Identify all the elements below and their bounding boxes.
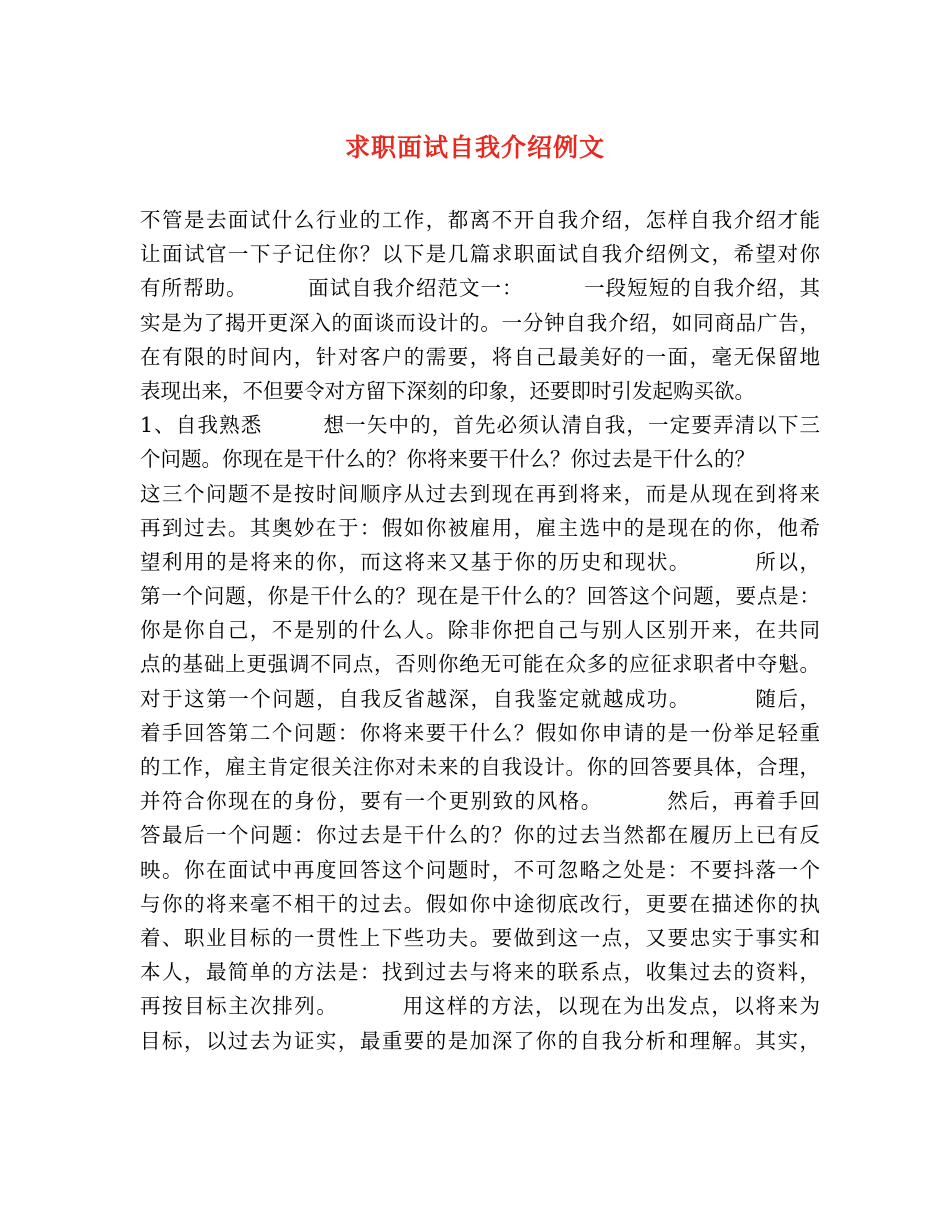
paragraph-line: 这三个问题不是按时间顺序从过去到现在再到将来，而是从现在到将来	[140, 481, 820, 506]
paragraph-line: 映。你在面试中再度回答这个问题时，不可忽略之处是：不要抖落一个	[140, 857, 820, 882]
paragraph-line: 表现出来，不但要令对方留下深刻的印象，还要即时引发起购买欲。	[140, 378, 755, 403]
document-body	[140, 203, 820, 1058]
paragraph-line: 你是你自己，不是别的什么人。除非你把自己与别人区别开来，在共同	[140, 618, 820, 643]
paragraph-line: 在有限的时间内，针对客户的需要，将自己最美好的一面，毫无保留地	[140, 344, 820, 369]
paragraph-line: 让面试官一下子记住你？以下是几篇求职面试自我介绍例文，希望对你	[140, 242, 820, 267]
paragraph-line: 着手回答第二个问题：你将来要干什么？假如你申请的是一份举足轻重	[140, 720, 820, 745]
paragraph-line: 目标，以过去为证实，最重要的是加深了你的自我分析和理解。其实，	[140, 1028, 820, 1053]
paragraph-line: 不管是去面试什么行业的工作，都离不开自我介绍，怎样自我介绍才能	[140, 208, 820, 232]
paragraph-line: 答最后一个问题：你过去是干什么的？你的过去当然都在履历上已有反	[140, 823, 820, 848]
paragraph-line: 望利用的是将来的你，而这将来又基于你的历史和现状。 所以，	[140, 549, 820, 574]
paragraph-line: 并符合你现在的身份，要有一个更别致的风格。 然后，再着手回	[140, 789, 820, 814]
paragraph-line: 第一个问题，你是干什么的？现在是干什么的？回答这个问题，要点是：	[140, 584, 820, 609]
paragraph-line: 1、自我熟悉 想一矢中的，首先必须认清自我，一定要弄清以下三	[140, 413, 820, 438]
paragraph-line: 的工作，雇主肯定很关注你对未来的自我设计。你的回答要具体，合理，	[140, 755, 820, 779]
paragraph-line: 实是为了揭开更深入的面谈而设计的。一分钟自我介绍，如同商品广告，	[140, 310, 820, 335]
paragraph-line: 再到过去。其奥妙在于：假如你被雇用，雇主选中的是现在的你，他希	[140, 515, 820, 540]
paragraph-line: 本人，最简单的方法是：找到过去与将来的联系点，收集过去的资料，	[140, 960, 820, 985]
paragraph-line: 再按目标主次排列。 用这样的方法，以现在为出发点，以将来为	[140, 994, 820, 1019]
document-title: 求职面试自我介绍例文	[344, 133, 605, 162]
paragraph-line: 与你的将来毫不相干的过去。假如你中途彻底改行，更要在描述你的执	[140, 891, 820, 916]
paragraph-line: 着、职业目标的一贯性上下些功夫。要做到这一点，又要忠实于事实和	[140, 925, 820, 950]
paragraph-line: 个问题。你现在是干什么的？你将来要干什么？你过去是干什么的？	[140, 447, 755, 472]
paragraph-line: 有所帮助。 面试自我介绍范文一： 一段短短的自我介绍，其	[140, 276, 820, 301]
paragraph-line: 对于这第一个问题，自我反省越深，自我鉴定就越成功。 随后，	[140, 686, 820, 711]
paragraph-line: 点的基础上更强调不同点，否则你绝无可能在众多的应征求职者中夺魁。	[140, 652, 820, 677]
